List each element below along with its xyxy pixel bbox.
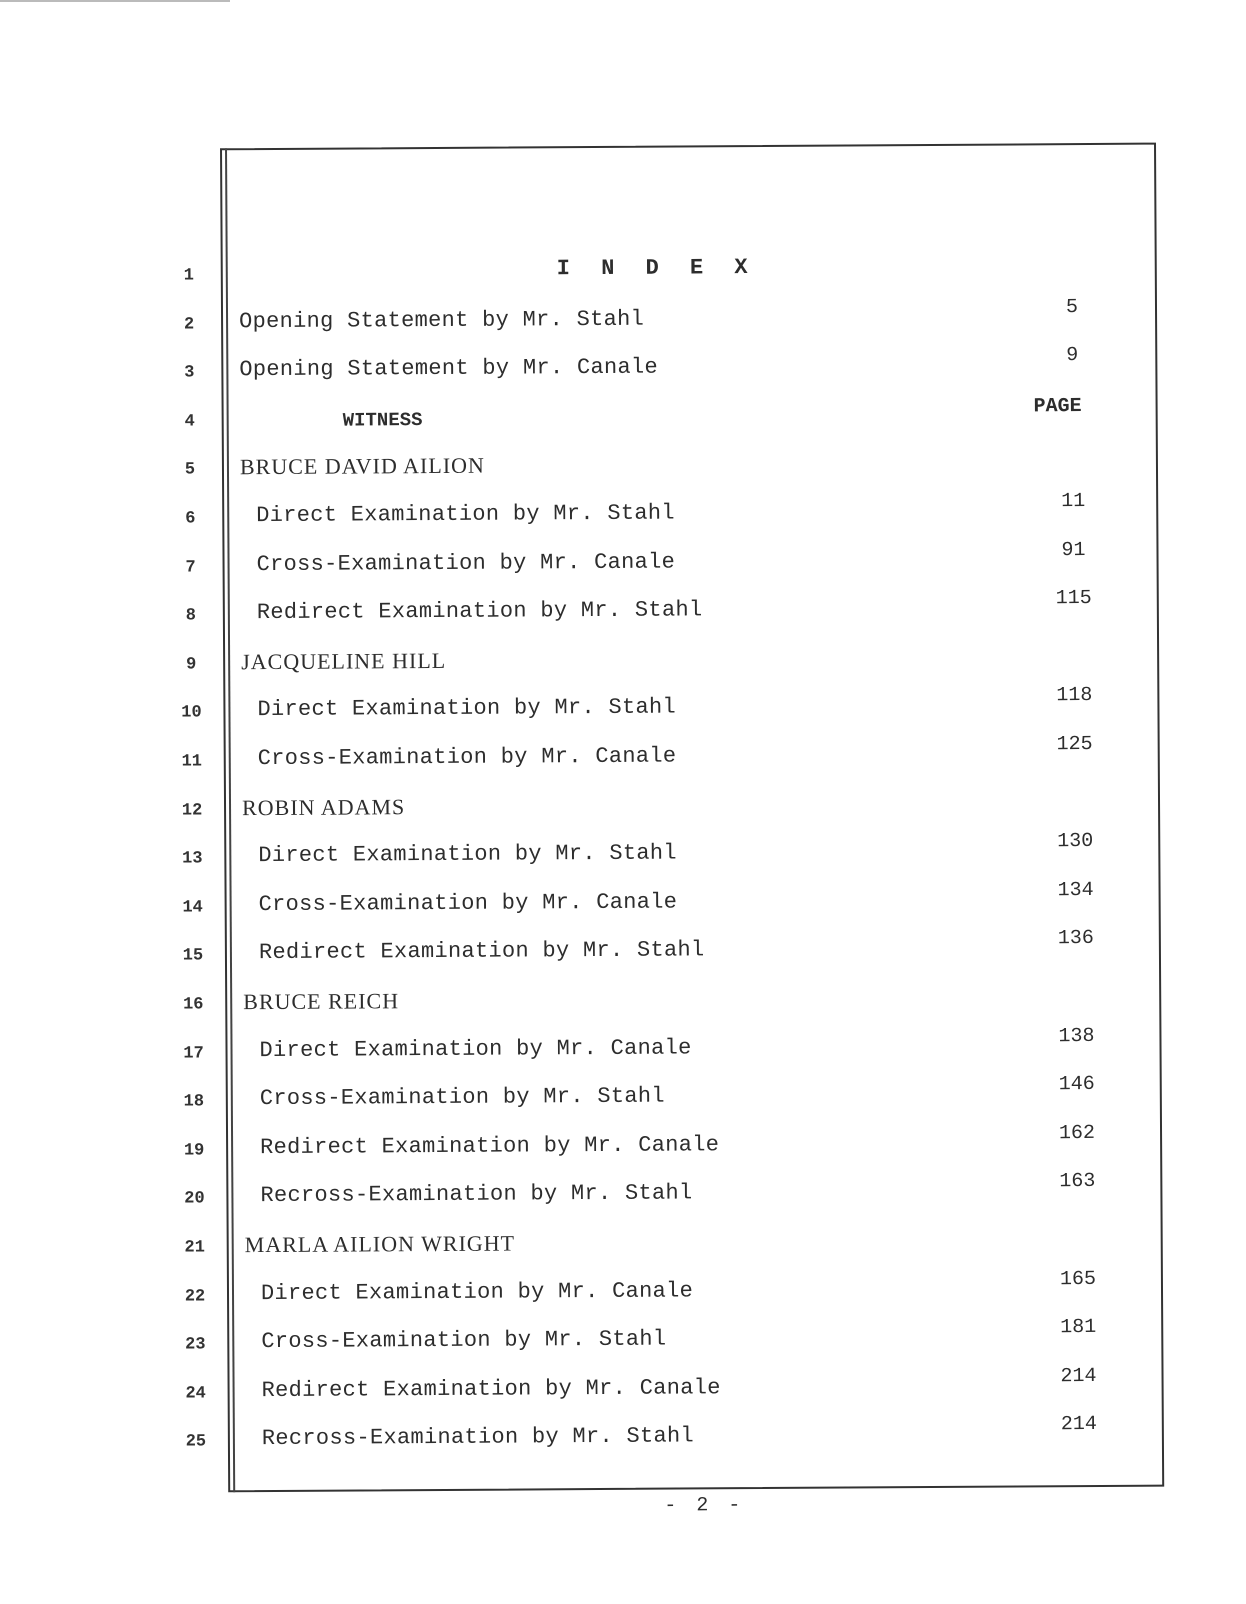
witness-name: JACQUELINE HILL [241, 647, 447, 674]
line-number: 25 [185, 1432, 207, 1452]
page-reference: 5 [1065, 295, 1079, 319]
page-column-header: PAGE [1033, 395, 1082, 419]
examination-entry: Direct Examination by Mr. Canale [259, 1035, 692, 1063]
examination-entry: Cross-Examination by Mr. Canale [257, 743, 677, 772]
examination-entry: Redirect Examination by Mr. Canale [260, 1132, 720, 1160]
examination-entry: Redirect Examination by Mr. Stahl [258, 937, 705, 966]
witness-name: ROBIN ADAMS [241, 793, 406, 820]
line-number: 11 [181, 752, 203, 772]
page-reference: 138 [1058, 1024, 1095, 1048]
line-number: 9 [185, 655, 197, 675]
examination-entry: Cross-Examination by Mr. Stahl [261, 1326, 667, 1355]
page-reference: 134 [1057, 878, 1094, 903]
page-reference: 214 [1060, 1413, 1097, 1437]
page-reference: 214 [1060, 1364, 1097, 1388]
page-number-footer: - 2 - [664, 1494, 745, 1518]
line-number: 4 [184, 412, 195, 432]
witness-name: BRUCE REICH [243, 988, 400, 1015]
line-number: 16 [182, 995, 204, 1015]
page-reference: 162 [1058, 1121, 1096, 1145]
examination-entry: Redirect Examination by Mr. Stahl [256, 597, 703, 626]
examination-entry: Cross-Examination by Mr. Stahl [259, 1083, 665, 1112]
page-reference: 11 [1061, 490, 1086, 514]
opening-statement-entry: Opening Statement by Mr. Stahl [238, 306, 645, 334]
line-number: 3 [184, 363, 195, 383]
examination-entry: Cross-Examination by Mr. Canale [258, 889, 678, 917]
page-reference: 118 [1056, 684, 1093, 708]
page-reference: 181 [1060, 1316, 1097, 1340]
examination-entry: Redirect Examination by Mr. Canale [261, 1375, 721, 1403]
examination-entry: Recross-Examination by Mr. Stahl [260, 1180, 693, 1209]
line-number: 15 [182, 946, 204, 966]
page-reference: 163 [1059, 1170, 1096, 1194]
line-number: 20 [184, 1189, 205, 1209]
page-reference: 130 [1057, 830, 1094, 854]
page-reference: 9 [1066, 344, 1079, 368]
line-number: 1 [183, 266, 194, 286]
examination-entry: Direct Examination by Mr. Canale [260, 1278, 694, 1306]
witness-column-header: WITNESS [342, 409, 423, 432]
line-number: 23 [185, 1335, 206, 1355]
line-number: 17 [183, 1044, 204, 1064]
witness-name: BRUCE DAVID AILION [239, 453, 485, 480]
examination-entry: Cross-Examination by Mr. Canale [256, 549, 676, 577]
line-number: 24 [185, 1384, 206, 1404]
line-number: 10 [181, 703, 202, 723]
page-reference: 146 [1058, 1073, 1095, 1097]
examination-entry: Recross-Examination by Mr. Stahl [261, 1423, 695, 1452]
page-reference: 136 [1057, 927, 1094, 951]
line-number: 12 [181, 801, 203, 821]
line-number: 6 [185, 509, 196, 529]
line-number: 5 [184, 460, 196, 480]
examination-entry: Direct Examination by Mr. Stahl [257, 694, 677, 723]
page-reference: 125 [1056, 732, 1093, 757]
line-number: 21 [184, 1238, 205, 1258]
examination-entry: Direct Examination by Mr. Stahl [256, 500, 675, 529]
line-number: 22 [184, 1287, 206, 1307]
line-number: 18 [183, 1092, 205, 1112]
line-number: 14 [182, 898, 203, 918]
line-number: 13 [182, 849, 203, 869]
page-reference: 115 [1055, 587, 1092, 611]
index-title: I N D E X [556, 255, 757, 282]
line-number: 2 [183, 315, 195, 335]
line-number: 8 [185, 606, 197, 626]
page-reference: 165 [1059, 1267, 1097, 1291]
examination-entry: Direct Examination by Mr. Stahl [258, 840, 677, 869]
line-number: 19 [183, 1141, 205, 1161]
line-number: 7 [185, 558, 196, 578]
opening-statement-entry: Opening Statement by Mr. Canale [239, 354, 659, 383]
witness-name: MARLA AILION WRIGHT [244, 1230, 516, 1258]
page-reference: 91 [1061, 538, 1086, 562]
